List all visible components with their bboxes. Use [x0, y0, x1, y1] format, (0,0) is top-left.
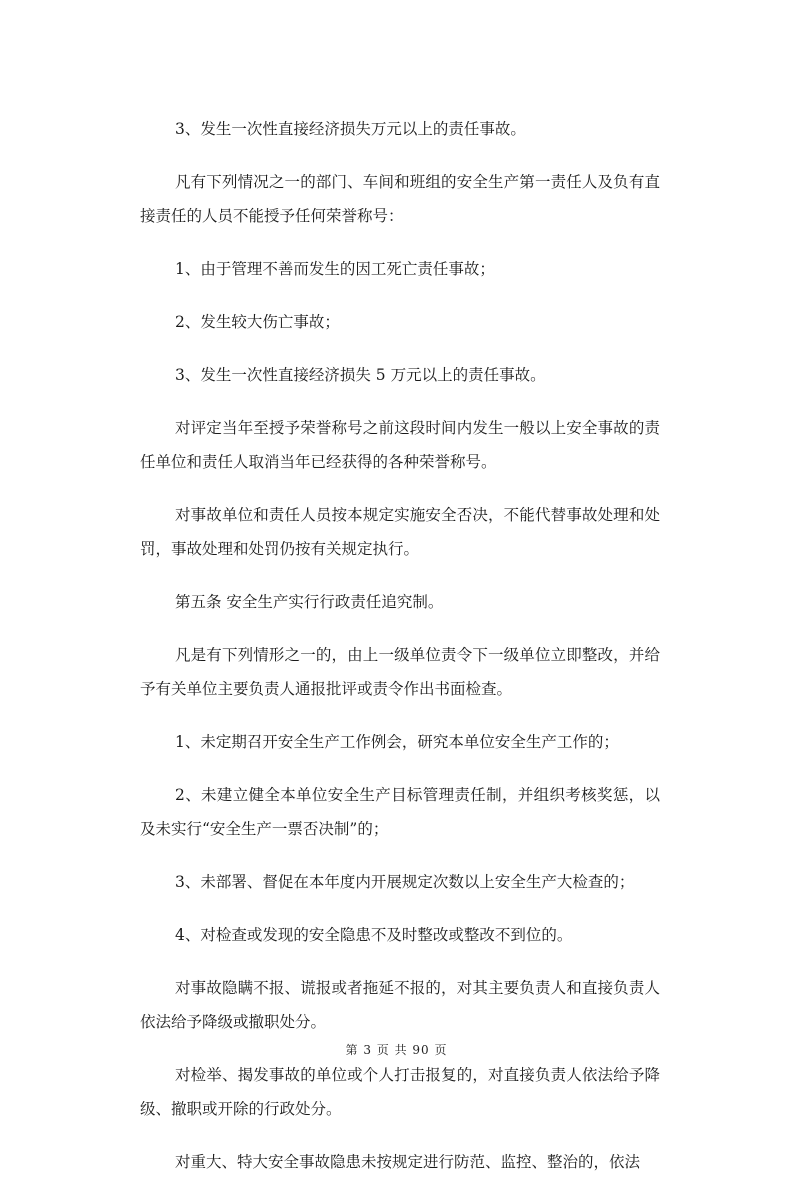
paragraph-3: 1、由于管理不善而发生的因工死亡责任事故； [175, 260, 495, 278]
paragraph-9: 凡是有下列情形之一的，由上一级单位责令下一级单位立即整改，并给予有关单位主要负责人通报批评或责令作出书面检查。 [140, 646, 660, 698]
paragraph-6: 对评定当年至授予荣誉称号之前这段时间内发生一般以上安全事故的责任单位和责任人取消当年已经获得的各种荣誉称号。 [140, 419, 660, 471]
paragraph-13: 4、对检查或发现的安全隐患不及时整改或整改不到位的。 [175, 926, 573, 944]
paragraph-11: 2、未建立健全本单位安全生产目标管理责任制，并组织考核奖惩，以及未实行“安全生产一票否决制”的； [140, 786, 660, 838]
paragraph-15: 对检举、揭发事故的单位或个人打击报复的，对直接负责人依法给予降级、撤职或开除的行政处分。 [140, 1066, 660, 1118]
article-heading: 第五条 安全生产实行行政责任追究制。 [175, 593, 444, 611]
paragraph-10: 1、未定期召开安全生产工作例会，研究本单位安全生产工作的； [175, 733, 619, 751]
paragraph-5: 3、发生一次性直接经济损失 5 万元以上的责任事故。 [175, 366, 546, 384]
document-body [140, 112, 660, 1198]
paragraph-7: 对事故单位和责任人员按本规定实施安全否决，不能代替事故处理和处罚，事故处理和处罚仍按有关规定执行。 [140, 506, 660, 558]
paragraph-16: 对重大、特大安全事故隐患未按规定进行防范、监控、整治的，依法 [175, 1153, 641, 1171]
paragraph-12: 3、未部署、督促在本年度内开展规定次数以上安全生产大检查的； [175, 873, 635, 891]
paragraph-14: 对事故隐瞒不报、谎报或者拖延不报的，对其主要负责人和直接负责人依法给予降级或撤职处分。 [140, 979, 660, 1031]
paragraph-1: 3、发生一次性直接经济损失万元以上的责任事故。 [175, 120, 526, 138]
page-number-footer: 第 3 页 共 90 页 [345, 1043, 448, 1057]
paragraph-4: 2、发生较大伤亡事故； [175, 313, 340, 331]
paragraph-2: 凡有下列情况之一的部门、车间和班组的安全生产第一责任人及负有直接责任的人员不能授予任何荣誉称号： [140, 173, 660, 225]
